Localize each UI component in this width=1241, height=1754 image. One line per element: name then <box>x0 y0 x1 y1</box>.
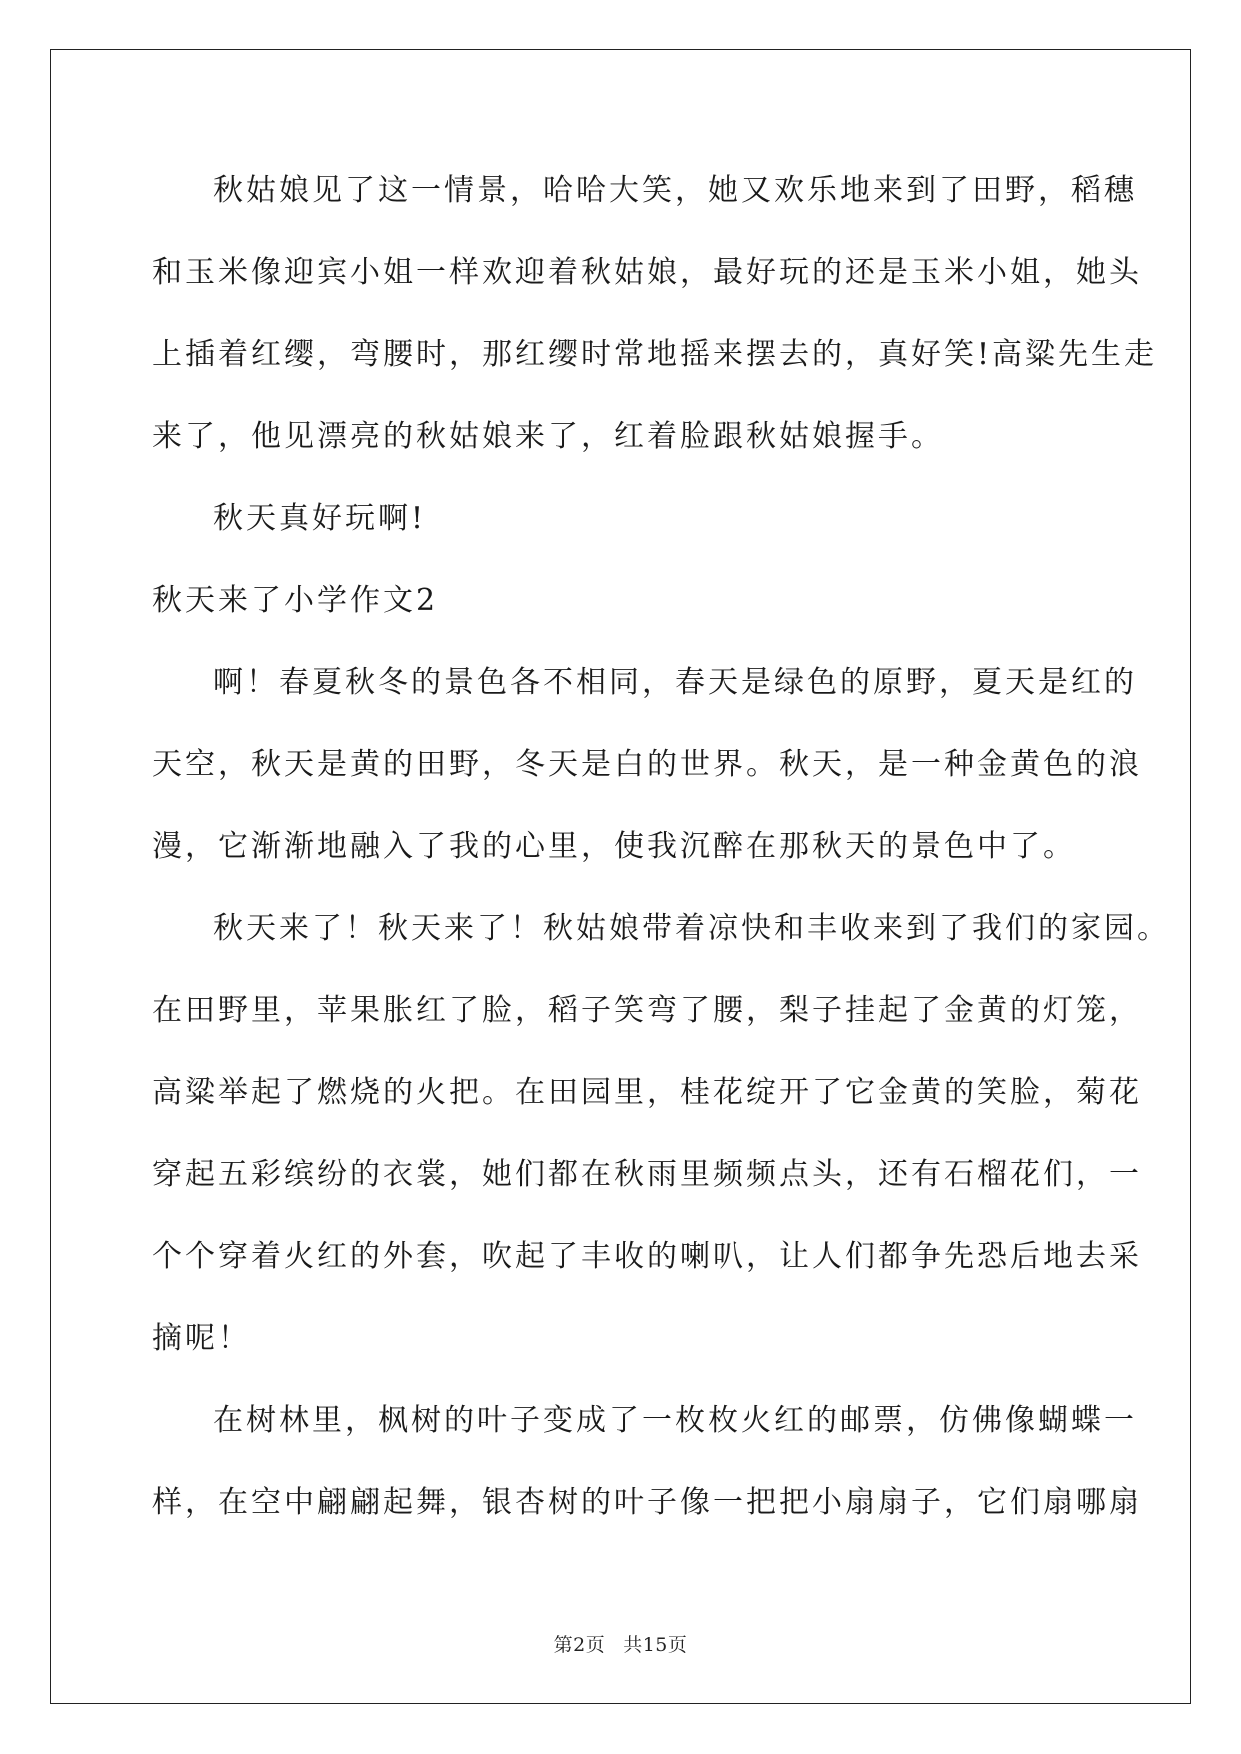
text-line: 上插着红缨，弯腰时，那红缨时常地摇来摆去的，真好笑!高粱先生走 <box>152 337 1158 372</box>
text-line: 漫，它渐渐地融入了我的心里，使我沉醉在那秋天的景色中了。 <box>152 829 1076 864</box>
text-line: 秋天真好玩啊! <box>213 501 427 536</box>
text-line: 摘呢！ <box>152 1321 251 1356</box>
text-line: 个个穿着火红的外套，吹起了丰收的喇叭，让人们都争先恐后地去采 <box>152 1239 1142 1274</box>
section-heading: 秋天来了小学作文2 <box>152 583 439 618</box>
text-line: 天空，秋天是黄的田野，冬天是白的世界。秋天，是一种金黄色的浪 <box>152 747 1142 782</box>
page-number: 第2页 <box>553 1634 606 1656</box>
page-footer <box>0 1630 1241 1657</box>
text-line: 来了，他见漂亮的秋姑娘来了，红着脸跟秋姑娘握手。 <box>152 419 944 454</box>
text-line: 啊！春夏秋冬的景色各不相同，春天是绿色的原野，夏天是红的 <box>213 665 1137 700</box>
text-line: 样，在空中翩翩起舞，银杏树的叶子像一把把小扇扇子，它们扇哪扇 <box>152 1485 1142 1520</box>
text-line: 和玉米像迎宾小姐一样欢迎着秋姑娘，最好玩的还是玉米小姐，她头 <box>152 255 1142 290</box>
text-line: 秋姑娘见了这一情景，哈哈大笑，她又欢乐地来到了田野，稻穗 <box>213 173 1137 208</box>
text-line: 秋天来了！秋天来了！秋姑娘带着凉快和丰收来到了我们的家园。 <box>213 911 1170 946</box>
text-line: 在树林里，枫树的叶子变成了一枚枚火红的邮票，仿佛像蝴蝶一 <box>213 1403 1137 1438</box>
text-line: 在田野里，苹果胀红了脸，稻子笑弯了腰，梨子挂起了金黄的灯笼， <box>152 993 1142 1028</box>
document-body <box>152 166 1170 1560</box>
page-total: 共15页 <box>623 1634 688 1656</box>
text-line: 穿起五彩缤纷的衣裳，她们都在秋雨里频频点头，还有石榴花们，一 <box>152 1157 1142 1192</box>
text-line: 高粱举起了燃烧的火把。在田园里，桂花绽开了它金黄的笑脸，菊花 <box>152 1075 1142 1110</box>
